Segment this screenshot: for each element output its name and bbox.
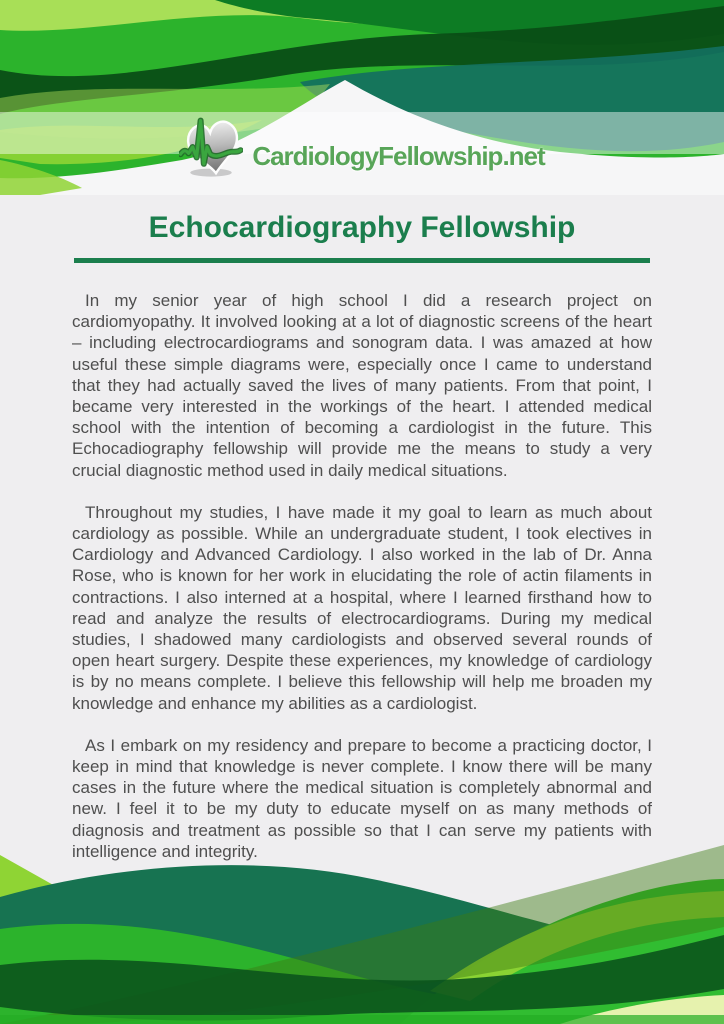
site-name: CardiologyFellowship.net bbox=[252, 140, 545, 171]
heart-ekg-icon bbox=[179, 111, 243, 183]
essay-content bbox=[0, 195, 724, 883]
site-logo[interactable] bbox=[0, 110, 724, 188]
wave-bottom-strip bbox=[0, 1015, 724, 1024]
bottom-wave-decoration bbox=[0, 839, 724, 1024]
essay-paragraph-1: In my senior year of high school I did a research project on cardiomyopathy. It involved looking at a lot of diagnostic screens of the heart – including electrocardiograms and sonogram data. I was amazed at how useful these simple diagrams were, especially once I came to understand that they had actually saved the lives of many patients. From that point, I became very interested in the workings of the heart. I attended medical school with the intention of becoming a cardiologist in the future. This Echocadiography fellowship will provide me the means to study a very crucial diagnostic method used in daily medical situations. bbox=[72, 291, 652, 480]
essay-body bbox=[72, 290, 652, 862]
essay-paragraph-2: Throughout my studies, I have made it my goal to learn as much about cardiology as possible. While an undergraduate student, I took electives in Cardiology and Advanced Cardiology. I also worked in the lab of Dr. Anna Rose, who is known for her work in elucidating the role of actin filaments in contractions. I also interned at a hospital, where I learned firsthand how to read and analyze the results of electrocardiograms. During my medical studies, I shadowed many cardiologists and observed several rounds of open heart surgery. Despite these experiences, my knowledge of cardiology is by no means complete. I believe this fellowship will help me broaden my knowledge and enhance my abilities as a cardiologist. bbox=[72, 502, 652, 713]
page-title: Echocardiography Fellowship bbox=[148, 211, 576, 244]
essay-paragraph-3: As I embark on my residency and prepare to become a practicing doctor, I keep in mind that knowledge is never complete. I know there will be many cases in the future where the medical situation is completely abnormal and new. I feel it to be my duty to educate myself on as many methods of diagnosis and treatment as possible so that I can serve my patients with intelligence and integrity. bbox=[72, 735, 652, 861]
title-divider bbox=[74, 258, 650, 263]
